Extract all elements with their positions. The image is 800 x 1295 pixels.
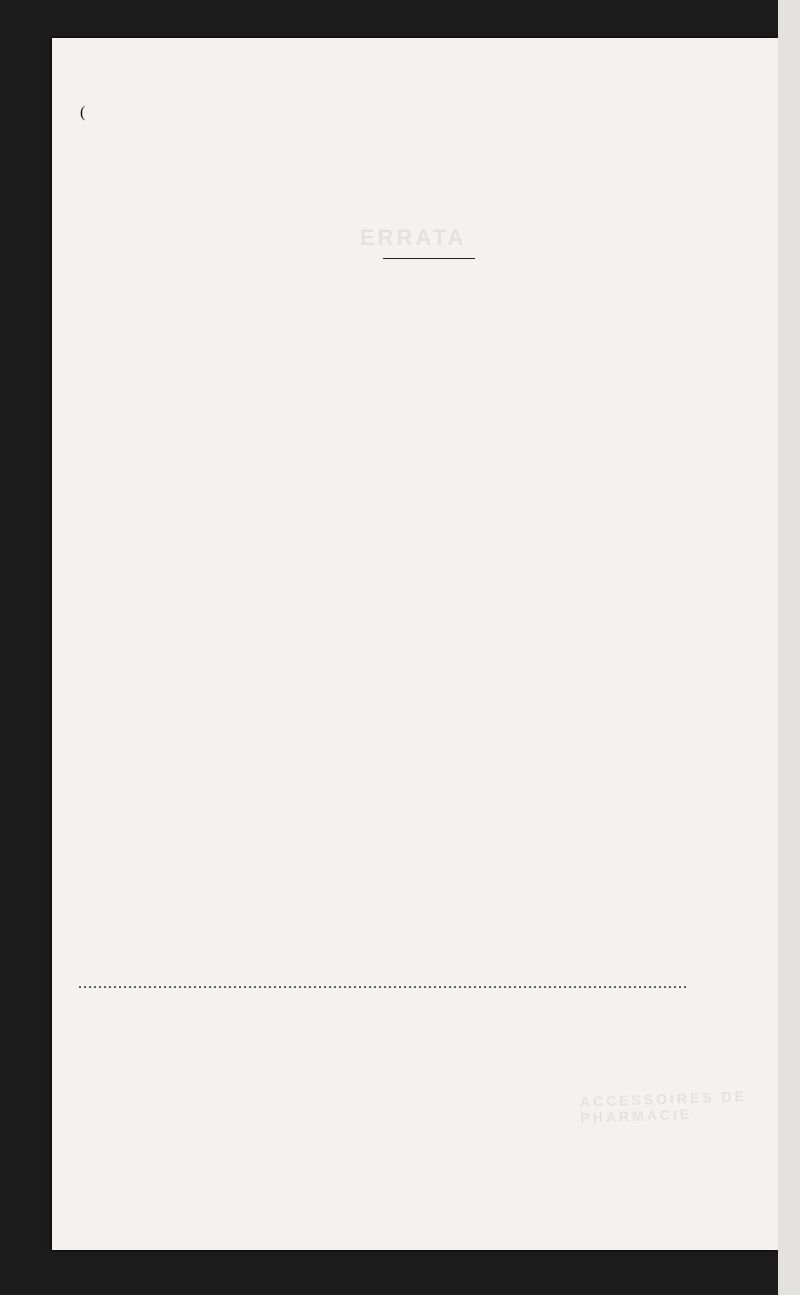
document-page (52, 38, 778, 1250)
canules-line: ( (80, 104, 86, 121)
bleed-through-text: ACCESSOIRES DE PHARMACIE (579, 1088, 748, 1126)
attelle-extension-line2 (75, 975, 690, 995)
bleed-through-text: ERRATA (360, 225, 467, 250)
section-divider (383, 258, 475, 259)
